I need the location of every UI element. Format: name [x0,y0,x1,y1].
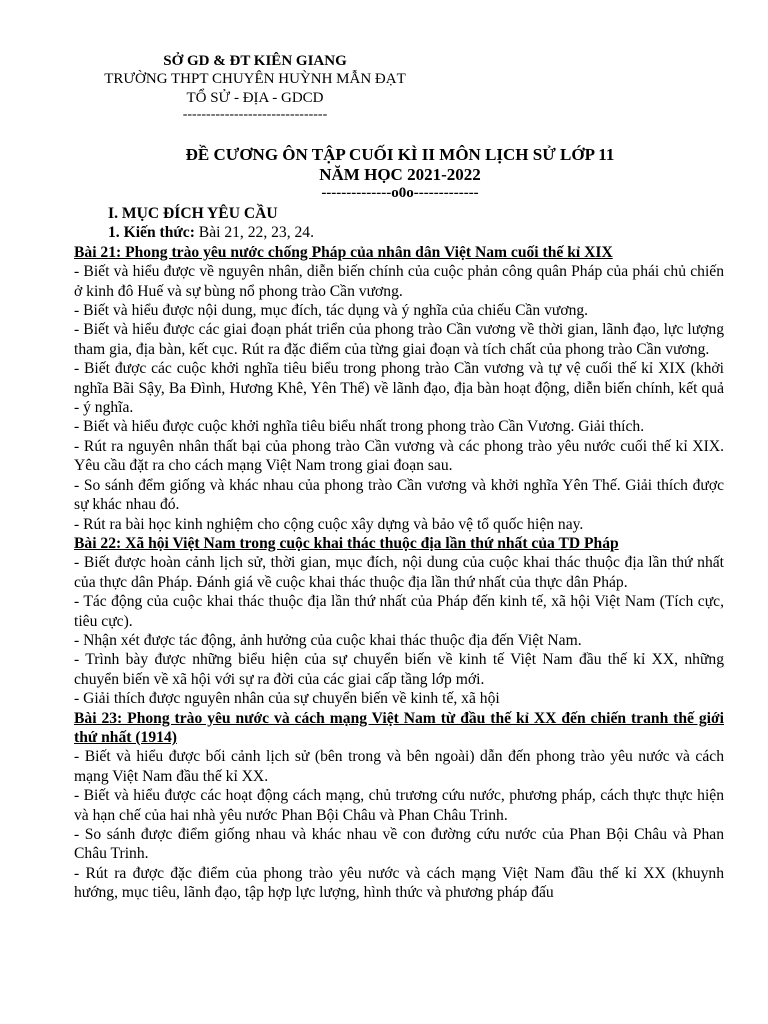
list-item: - So sánh đểm giống và khác nhau của phong trào Cần vương và khởi nghĩa Yên Thế. Giải thích được sự khác nhau đó. [74,476,724,514]
list-item: - Tác động của cuộc khai thác thuộc địa lần thứ nhất của Pháp đến kinh tế, xã hội Việt Nam (Tích cực, tiêu cực). [74,593,724,630]
list-item: - So sánh được điểm giống nhau và khác nhau về con đường cứu nước của Phan Bội Châu và Phan Châu Trinh. [74,826,724,863]
department-name: SỞ GD & ĐT KIÊN GIANG [163,53,347,69]
document-body [74,204,724,903]
list-item: - Nhận xét được tác động, ảnh hưởng của cuộc khai thác thuộc địa đến Việt Nam. [74,631,582,649]
list-item: - Biết được hoàn cảnh lịch sử, thời gian, mục đích, nội dung của cuộc khai thác thuộc địa lần thứ nhất của thực dân Pháp. Đánh giá về cuộc khai thác thuộc địa lần thứ nhất của thực dân Pháp. [74,554,724,591]
section-heading: I. MỤC ĐÍCH YÊU CẦU [108,205,278,222]
list-item: - Biết và hiểu được cuộc khởi nghĩa tiêu biểu nhất trong phong trào Cần Vương. Giải thích. [74,418,645,436]
list-item: - Rút ra được đặc điểm của phong trào yêu nước và cách mạng Việt Nam đầu thế kỉ XX (khuynh hướng, mục tiêu, lãnh đạo, tập hợp lực lượng, hình thức và phương pháp đấu [74,864,724,902]
list-item: - Giải thích được nguyên nhân của sự chuyển biến về kinh tế, xã hội [74,690,500,708]
list-item: - Biết và hiểu được bối cảnh lịch sử (bên trong và bên ngoài) dẫn đến phong trào yêu nước và cách mạng Việt Nam đầu thế kỉ XX. [74,748,724,785]
list-item: - Biết được các cuộc khởi nghĩa tiêu biểu trong phong trào Cần vương và tự vệ cuối thế kỉ XIX (khởi nghĩa Bãi Sậy, Ba Đình, Hương Khê, Yên Thế) về lãnh đạo, địa bàn hoạt động, diễn biến chính, kết quả - ý nghĩa. [74,360,724,417]
lesson-title: Bài 23: Phong trào yêu nước và cách mạng Việt Nam từ đầu thế kỉ XX đến chiến tranh thế giới thứ nhất (1914) [74,709,724,746]
knowledge-line [74,223,724,242]
lesson-title: Bài 21: Phong trào yêu nước chống Pháp của nhân dân Việt Nam cuối thế kỉ XIX [74,243,613,261]
list-item: - Rút ra bài học kinh nghiệm cho cộng cuộc xây dựng và bảo vệ tổ quốc hiện nay. [74,515,584,533]
list-item: - Rút ra nguyên nhân thất bại của phong trào Cần vương và các phong trào yêu nước cuối thế kỉ XIX. Yêu cầu đặt ra cho cách mạng Việt Nam trong giai đoạn sau. [74,437,724,475]
school-year: NĂM HỌC 2021-2022 [319,165,481,184]
document-title: ĐỀ CƯƠNG ÔN TẬP CUỐI KÌ II MÔN LỊCH SỬ LỚP 11 [185,145,615,164]
list-item: - Trình bày được những biểu hiện của sự chuyển biến về kinh tế Việt Nam đầu thế kỉ XX, những chuyển biến về xã hội với sự ra đời của các giai cấp tầng lớp mới. [74,651,724,688]
list-item: - Biết và hiểu được về nguyên nhân, diễn biến chính của cuộc phản công quân Pháp của phái chủ chiến ở kinh đô Huế và sự bùng nổ phong trào Cần vương. [74,263,724,300]
team-name: TỔ SỬ - ĐỊA - GDCD [186,90,324,106]
header-separator: ------------------------------- [182,107,328,122]
school-name: TRƯỜNG THPT CHUYÊN HUỲNH MẪN ĐẠT [104,71,406,87]
lesson-title: Bài 22: Xã hội Việt Nam trong cuộc khai thác thuộc địa lần thứ nhất của TD Pháp [74,534,619,552]
title-separator: --------------o0o------------- [321,185,479,201]
knowledge-value: Bài 21, 22, 23, 24. [194,224,315,242]
knowledge-label: 1. Kiến thức: [108,224,195,242]
list-item: - Biết và hiểu được các giai đoạn phát triển của phong trào Cần vương về thời gian, lãnh đạo, lực lượng tham gia, địa bàn, kết cục. Rút ra đặc điểm của từng giai đoạn và tích chất của phong trào Cần vương. [74,321,724,358]
list-item: - Biết và hiểu được nội dung, mục đích, tác dụng và ý nghĩa của chiếu Cần vương. [74,302,589,320]
list-item: - Biết và hiểu được các hoạt động cách mạng, chủ trương cứu nước, phương pháp, cách thực thực hiện và hạn chế của hai nhà yêu nước Phan Bội Châu và Phan Châu Trinh. [74,787,724,824]
